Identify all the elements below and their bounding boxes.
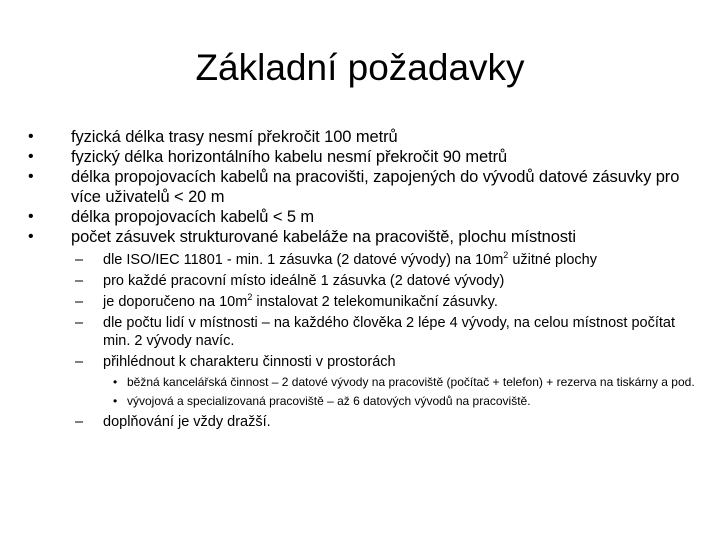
bullet-item [28, 147, 700, 167]
subsub-item-text: vývojová a specializovaná pracoviště – až 6 datových vývodů na pracoviště. [127, 394, 531, 408]
sub-item-text: je doporučeno na 10m [103, 294, 248, 310]
sub-item [75, 353, 700, 371]
dash-icon: – [75, 354, 84, 370]
superscript: 2 [503, 250, 509, 260]
bullet-icon: • [28, 168, 34, 185]
dash-icon: – [75, 315, 84, 331]
bullet-icon: • [113, 394, 118, 408]
sub-item-tail: instalovat 2 telekomunikační zásuvky. [252, 294, 498, 310]
bullet-text: počet zásuvek strukturované kabeláže na pracoviště, plochu místnosti [71, 228, 576, 246]
bullet-text: délka propojovacích kabelů na pracovišti, zapojených do vývodů datové zásuvky pro více uživatelů < 20 m [71, 168, 680, 206]
bullet-icon: • [28, 208, 34, 225]
sub-list [75, 251, 700, 431]
sub-item [75, 251, 700, 269]
sub-item-text: dle počtu lidí v místnosti – na každého člověka 2 lépe 4 vývody, na celou místnost počítat min. 2 vývody navíc. [103, 315, 675, 349]
sub-item [75, 314, 700, 350]
subsub-list [113, 375, 700, 409]
sub-item-text: přihlédnout k charakteru činnosti v prostorách [103, 354, 396, 370]
superscript: 2 [247, 292, 253, 302]
sub-item-tail: užitné plochy [508, 252, 597, 268]
sub-item [75, 413, 700, 431]
sub-item [75, 272, 700, 290]
sub-item-text: doplňování je vždy dražší. [103, 414, 271, 430]
dash-icon: – [75, 252, 84, 268]
subsub-item-text: běžná kancelářská činnost – 2 datové vývody na pracoviště (počítač + telefon) + rezerva na tiskárny a pod. [127, 375, 695, 389]
bullet-icon: • [28, 148, 34, 165]
bullet-item [28, 127, 700, 147]
sub-item-text: pro každé pracovní místo ideálně 1 zásuvka (2 datové vývody) [103, 273, 505, 289]
sub-item [75, 293, 700, 311]
bullet-text: délka propojovacích kabelů < 5 m [71, 208, 315, 226]
bullet-text: fyzická délka trasy nesmí překročit 100 metrů [71, 128, 398, 146]
dash-icon: – [75, 294, 84, 310]
sub-item-text: dle ISO/IEC 11801 - min. 1 zásuvka (2 datové vývody) na 10m [103, 252, 504, 268]
dash-icon: – [75, 414, 84, 430]
subsub-item [113, 375, 700, 390]
dash-icon: – [75, 273, 84, 289]
bullet-icon: • [28, 228, 34, 245]
bullet-item [28, 167, 700, 207]
bullet-text: fyzický délka horizontálního kabelu nesmí překročit 90 metrů [71, 148, 508, 166]
bullet-item [28, 227, 700, 247]
bullet-item [28, 207, 700, 227]
slide-title: Základní požadavky [195, 47, 525, 88]
bullet-icon: • [28, 128, 34, 145]
subsub-item [113, 394, 700, 409]
slide-content [28, 127, 700, 434]
bullet-icon: • [113, 375, 118, 389]
